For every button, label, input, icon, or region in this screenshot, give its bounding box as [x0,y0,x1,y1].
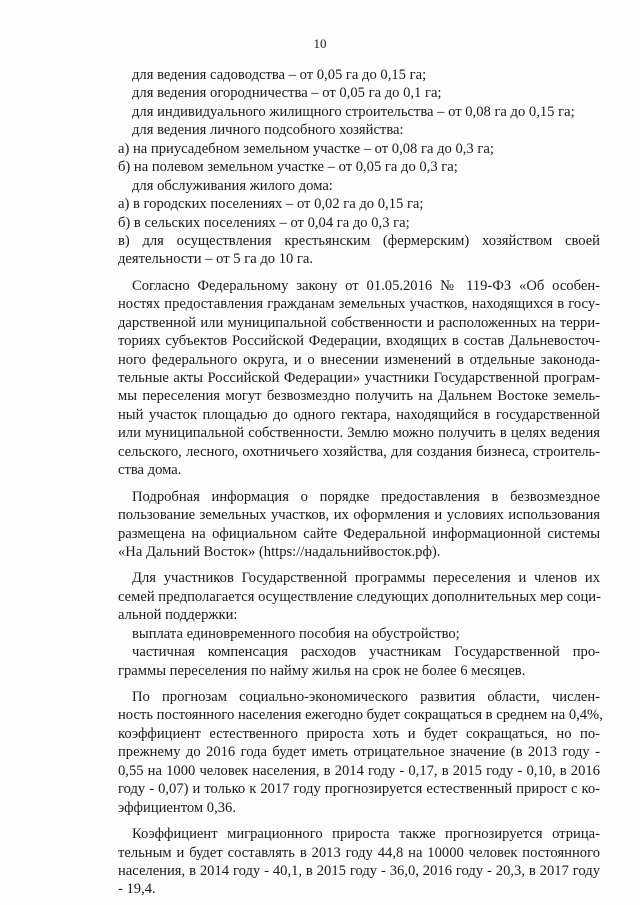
list-item: а) в городских поселениях – от 0,02 га до 0,15 га; [118,196,424,213]
paragraph-line: мы переселения могут безвозмездно получить на Дальнем Востоке земель- [118,388,600,405]
paragraph-line: сельского, лесного, охотничьего хозяйства, для создания бизнеса, строитель- [118,443,600,460]
page-number: 10 [313,36,327,51]
list-item: б) на полевом земельном участке – от 0,05 га до 0,3 га; [118,159,458,176]
paragraph-line: размещена на официальном сайте Федеральной информационной системы [118,525,600,542]
paragraph-line: - 19,4. [118,881,156,898]
paragraph-line: эффициентом 0,36. [118,799,236,816]
paragraph-line: населения, в 2014 году - 40,1, в 2015 году - 36,0, 2016 году - 20,3, в 2017 году [118,862,600,879]
paragraph-line: тельным и будет составлять в 2013 году 44,8 на 10000 человек постоянного [118,844,600,861]
paragraph-line: ториях субъектов Российской Федерации, входящих в состав Дальневосточ- [118,333,600,350]
document-body [118,66,603,899]
paragraph-line: Подробная информация о порядке предоставления в безвозмездное [132,488,600,505]
paragraph-line: ства дома. [118,462,182,479]
paragraph-line: или муниципальной собственности. Землю можно получить в целях ведения [118,425,600,442]
paragraph-federal-law [118,277,600,480]
list-item: граммы переселения по найму жилья на срок не более 6 месяцев. [118,662,526,679]
paragraph-line: По прогнозам социально-экономического развития области, числен- [132,689,600,705]
paragraph-line: альной поддержки: [118,607,238,624]
paragraph-line: ного федерального округа, и о внесении изменений в отдельные законода- [118,351,600,368]
paragraph-line: прежнему до 2016 года будет иметь отрицательное значение (в 2013 году - [118,744,600,761]
paragraph-line: ный участок площадью до одного гектара, находящийся в государственной [118,406,600,423]
list-item: а) на приусадебном земельном участке – от 0,08 га до 0,3 га; [118,140,494,157]
paragraph-line: коэффициент естественного прироста хоть и будет сокращаться, но по- [118,725,600,742]
list-item: для индивидуального жилищного строительства – от 0,08 га до 0,15 га; [132,103,575,120]
paragraph-line: ностях предоставления гражданам земельных участков, находящихся в госу- [118,296,600,313]
paragraph-line: семей предполагается осуществление следующих дополнительных мер соци- [118,588,601,605]
paragraph-migration-forecast [118,825,600,899]
list-item: деятельности – от 5 га до 10 га. [118,251,314,268]
paragraph-line: Для участников Государственной программы переселения и членов их [132,570,600,587]
list-item: частичная компенсация расходов участникам Государственной про- [132,644,600,661]
list-item: для обслуживания жилого дома: [132,177,333,194]
paragraph-population-forecast [118,688,603,817]
list-item: для ведения личного подсобного хозяйства: [132,122,404,139]
paragraph-info [118,488,600,562]
list-item: для ведения садоводства – от 0,05 га до 0,15 га; [132,67,427,83]
paragraph-line: 0,55 на 1000 человек населения, в 2014 году - 0,17, в 2015 году - 0,10, в 2016 [118,762,600,779]
paragraph-support [118,569,600,680]
list-item: выплата единовременного пособия на обустройство; [132,625,460,642]
paragraph-line: дарственной или муниципальной собственности и расположенных на терри- [118,314,600,331]
list-item: для ведения огородничества – от 0,05 га до 0,1 га; [132,85,442,102]
paragraph-line: Коэффициент миграционного прироста также прогнозируется отрица- [132,826,600,843]
list-item: в) для осуществления крестьянским (фермерским) хозяйством своей [118,232,600,249]
paragraph-line: ность постоянного населения ежегодно будет сокращаться в среднем на 0,4%, [118,707,603,724]
paragraph-line: тельные акты Российской Федерации» участники Государственной програм- [118,370,600,386]
paragraph-line: году - 0,07) и только к 2017 году прогнозируется естественный прирост с ко- [118,781,600,798]
paragraph-line: Согласно Федеральному закону от 01.05.2016 № 119-ФЗ «Об особен- [132,277,600,294]
plot-size-list [118,66,600,269]
list-item: б) в сельских поселениях – от 0,04 га до 0,3 га; [118,214,410,231]
paragraph-line: пользование земельных участков, их оформления и условиях использования [118,507,600,524]
paragraph-line: «На Дальний Восток» (https://надальнийвосток.рф). [118,543,441,560]
